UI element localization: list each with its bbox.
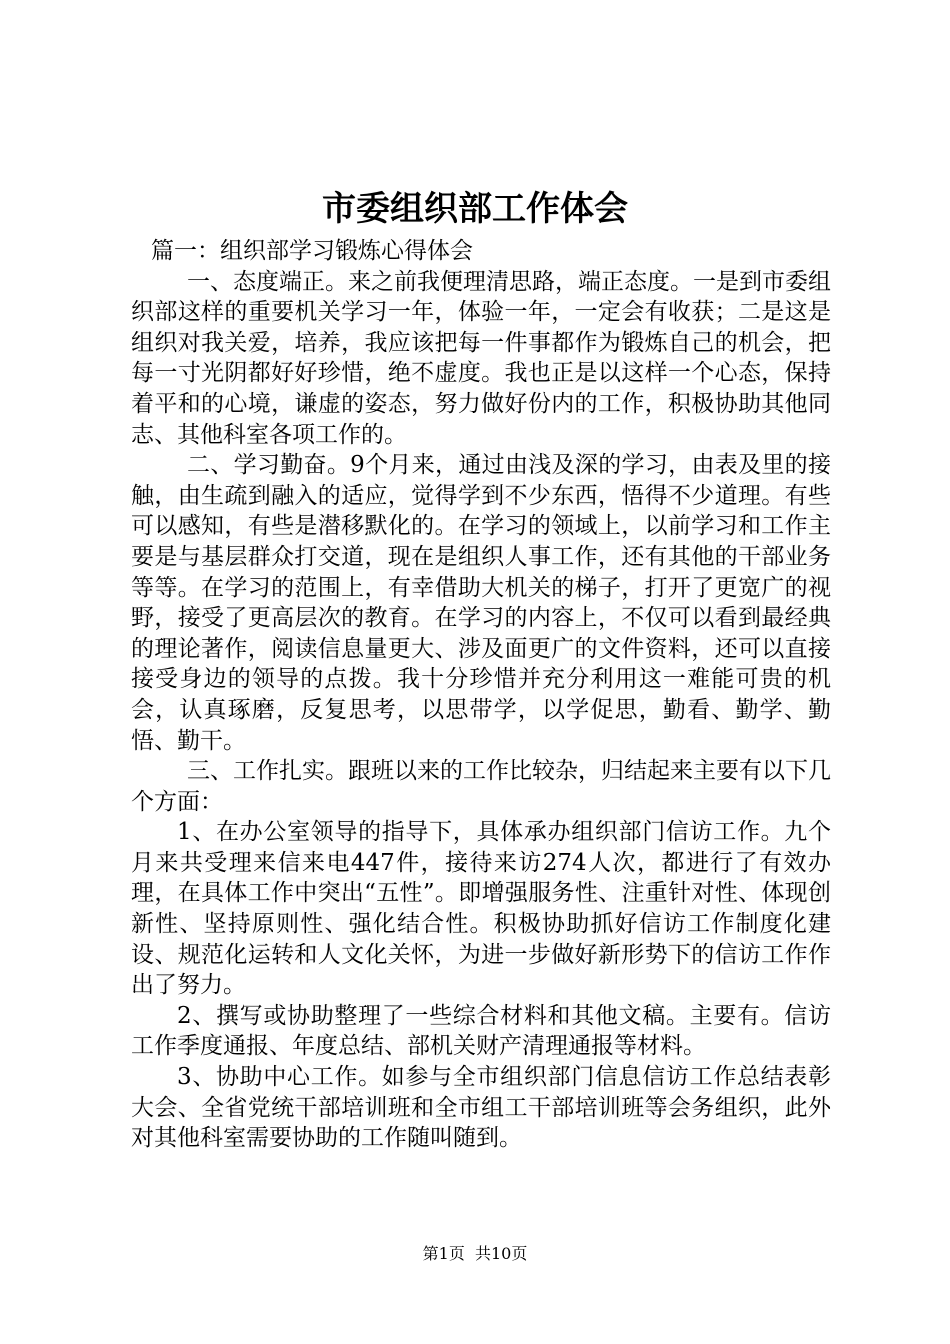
document-title: 市委组织部工作体会: [322, 189, 628, 229]
numbered-paragraph: 2、撰写或协助整理了一些综合材料和其他文稿。主要有。信访工作季度通报、年度总结、部机关财产清理通报等材料。: [131, 1002, 831, 1060]
page-number-footer: 第1页 共10页: [422, 1244, 528, 1263]
body-paragraph: 一、态度端正。来之前我便理清思路，端正态度。一是到市委组织部这样的重要机关学习一年，体验一年，一定会有收获；二是这是组织对我关爱，培养，我应该把每一件事都作为锻炼自己的机会，把每一寸光阴都好好珍惜，绝不虚度。我也正是以这样一个心态，保持着平和的心境，谦虚的姿态，努力做好份内的工作，积极协助其他同志、其他科室各项工作的。: [131, 268, 831, 448]
body-paragraph: 二、学习勤奋。9个月来，通过由浅及深的学习，由表及里的接触，由生疏到融入的适应，觉得学到不少东西，悟得不少道理。有些可以感知，有些是潜移默化的。在学习的领域上，以前学习和工作主要是与基层群众打交道，现在是组织人事工作，还有其他的干部业务等等。在学习的范围上，有幸借助大机关的梯子，打开了更宽广的视野，接受了更高层次的教育。在学习的内容上，不仅可以看到最经典的理论著作，阅读信息量更大、涉及面更广的文件资料，还可以直接接受身边的领导的点拨。我十分珍惜并充分利用这一难能可贵的机会，认真琢磨，反复思考，以思带学，以学促思，勤看、勤学、勤悟、勤干。: [131, 452, 831, 754]
section-heading: 篇一：组织部学习锻炼心得体会: [151, 238, 473, 264]
document-body: [131, 236, 831, 1154]
numbered-paragraph: 3、协助中心工作。如参与全市组织部门信息信访工作总结表彰大会、全省党统干部培训班和全市组工干部培训班等会务组织，此外对其他科室需要协助的工作随叫随到。: [131, 1064, 831, 1152]
body-paragraph: 三、工作扎实。跟班以来的工作比较杂，归结起来主要有以下几个方面：: [131, 758, 831, 815]
numbered-paragraph: 1、在办公室领导的指导下，具体承办组织部门信访工作。九个月来共受理来信来电447件，接待来访274人次，都进行了有效办理，在具体工作中突出“五性”。即增强服务性、注重针对性、体现创新性、坚持原则性、强化结合性。积极协助抓好信访工作制度化建设、规范化运转和人文化关怀，为进一步做好新形势下的信访工作作出了努力。: [131, 819, 831, 999]
